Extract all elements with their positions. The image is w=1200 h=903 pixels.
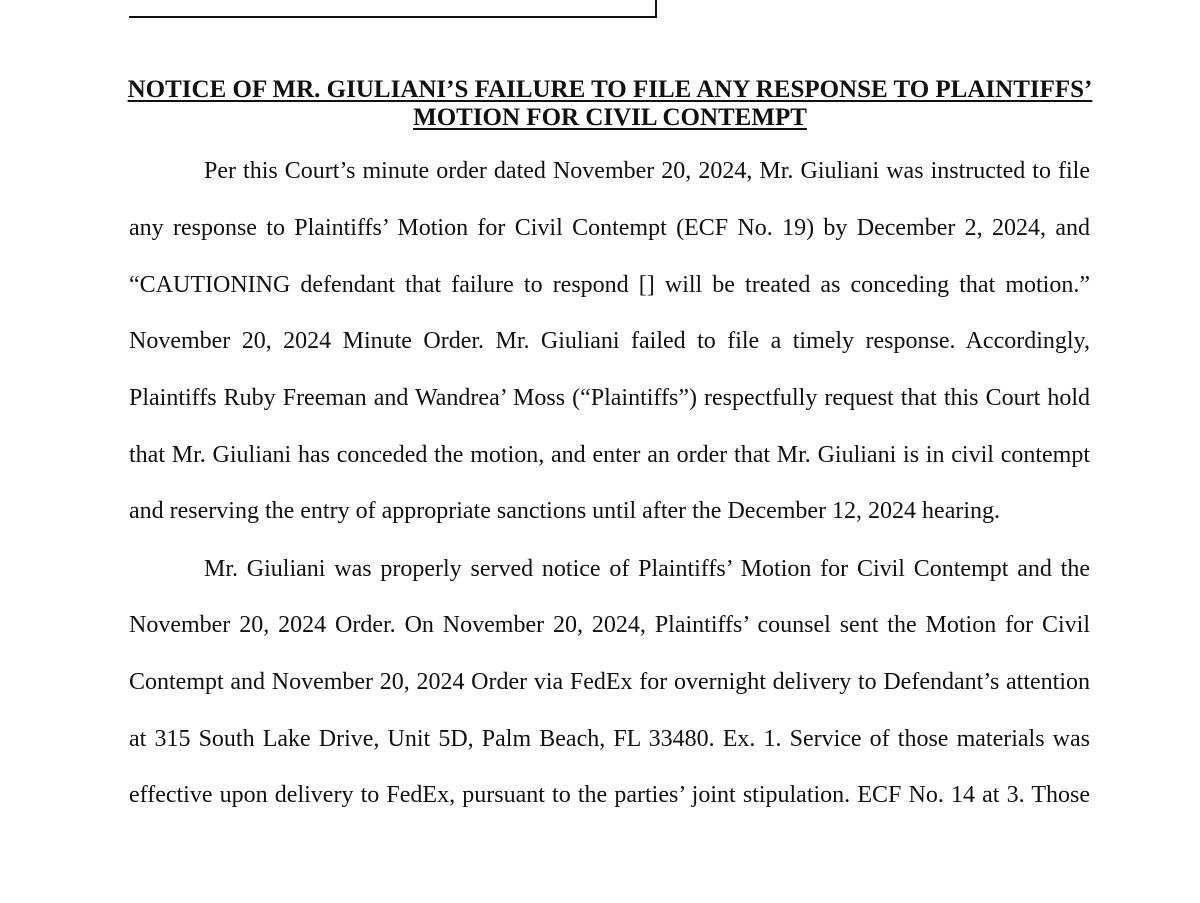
notice-title-line-1: NOTICE OF MR. GIULIANI’S FAILURE TO FILE ANY RESPONSE TO PLAINTIFFS’	[127, 76, 1093, 103]
paragraph-1-line-7: and reserving the entry of appropriate sanctions until after the December 12, 2024 hearing.	[129, 498, 1001, 524]
paragraph-1-line-3: “CAUTIONING defendant that failure to respond [] will be treated as conceding that motion.”	[129, 272, 1090, 298]
paragraph-2-line-3: Contempt and November 20, 2024 Order via FedEx for overnight delivery to Defendant’s attention	[129, 669, 1090, 695]
paragraph-2-line-1: Mr. Giuliani was properly served notice of Plaintiffs’ Motion for Civil Contempt and the	[204, 556, 1090, 582]
paragraph-1-line-4: November 20, 2024 Minute Order. Mr. Giuliani failed to file a timely response. Accordingly,	[129, 328, 1090, 354]
notice-title-line-2: MOTION FOR CIVIL CONTEMPT	[413, 104, 807, 131]
paragraph-2-line-4: at 315 South Lake Drive, Unit 5D, Palm Beach, FL 33480. Ex. 1. Service of those materials was	[129, 726, 1090, 752]
paragraph-2-line-2: November 20, 2024 Order. On November 20, 2024, Plaintiffs’ counsel sent the Motion for Civil	[129, 612, 1090, 638]
paragraph-1-line-2: any response to Plaintiffs’ Motion for Civil Contempt (ECF No. 19) by December 2, 2024, and	[129, 215, 1090, 241]
paragraph-1-line-6: that Mr. Giuliani has conceded the motion, and enter an order that Mr. Giuliani is in civil contempt	[129, 442, 1090, 468]
paragraph-2-line-5: effective upon delivery to FedEx, pursuant to the parties’ joint stipulation. ECF No. 14 at 3. Those	[129, 782, 1090, 808]
case-caption-box	[129, 0, 657, 18]
paragraph-1-line-5: Plaintiffs Ruby Freeman and Wandrea’ Moss (“Plaintiffs”) respectfully request that this Court hold	[129, 385, 1090, 411]
paragraph-1-line-1: Per this Court’s minute order dated November 20, 2024, Mr. Giuliani was instructed to file	[204, 158, 1090, 184]
